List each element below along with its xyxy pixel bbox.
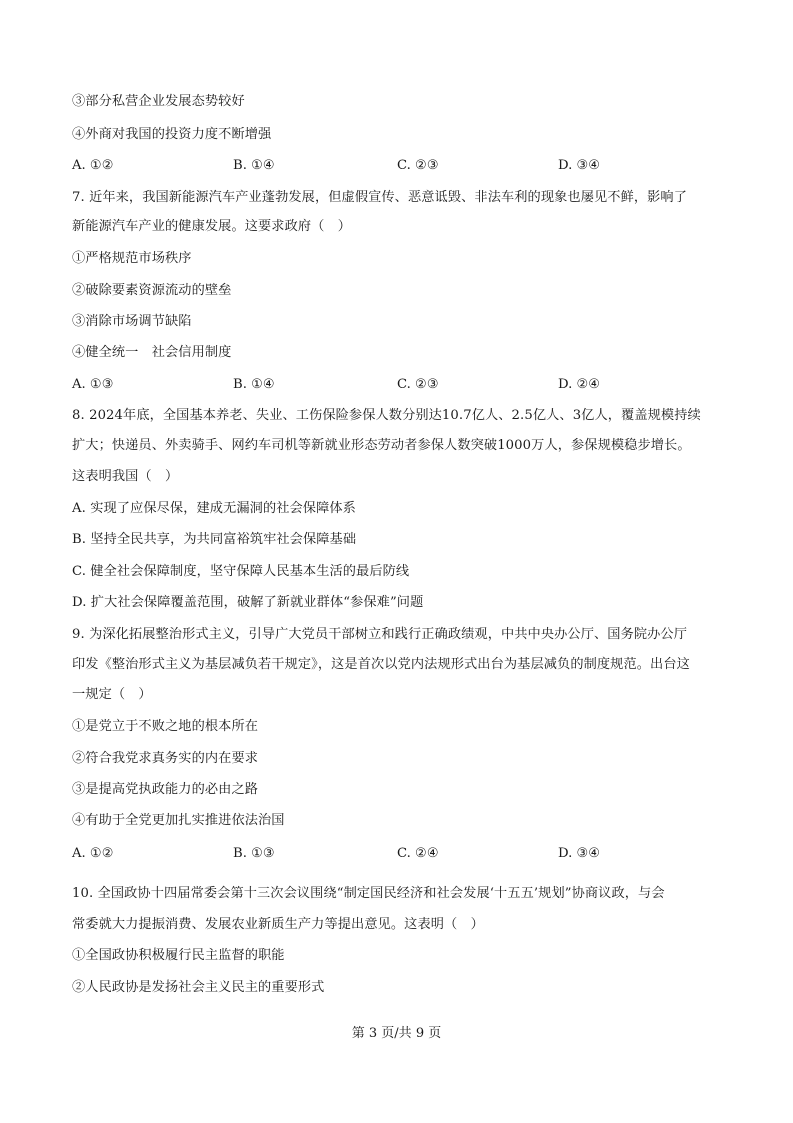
question-10-stem-line-1: 10. 全国政协十四届常委会第十三次会议围绕“制定国民经济和社会发展‘十五五’规划”协商议政，与会 — [72, 886, 665, 901]
answer-option-b: B. 坚持全民共享，为共同富裕筑牢社会保障基础 — [72, 532, 357, 547]
question-7-stem-line-2: 新能源汽车产业的健康发展。这要求政府（ ） — [72, 219, 352, 234]
question-9-stem-line-2: 印发《整治形式主义为基层减负若干规定》，这是首次以党内法规形式出台为基层减负的制度规范。出台这 — [72, 657, 690, 672]
answer-option-d: D. 扩大社会保障覆盖范围，破解了新就业群体“参保难”问题 — [72, 595, 424, 610]
answer-option-c: C. 健全社会保障制度，坚守保障人民基本生活的最后防线 — [72, 564, 410, 579]
question-9-stem-line-3: 一规定（ ） — [72, 687, 152, 702]
question-7-stem-line-1: 7. 近年来，我国新能源汽车产业蓬勃发展，但虚假宣传、恶意诋毁、非法车利的现象也屡见不鲜，影响了 — [72, 190, 688, 205]
question-9-stem-line-1: 9. 为深化拓展整治形式主义，引导广大党员干部树立和践行正确政绩观，中共中央办公厅、国务院办公厅 — [72, 627, 688, 642]
question-8-stem-line-3: 这表明我国（ ） — [72, 469, 179, 484]
choice-item-4: ④健全统一 社会信用制度 — [72, 345, 232, 360]
option-b: B. ①④ — [233, 377, 275, 392]
choice-item-2: ②符合我党求真务实的内在要求 — [72, 751, 259, 766]
option-a: A. ①② — [72, 846, 114, 861]
option-c: C. ②③ — [397, 377, 439, 392]
option-b: B. ①④ — [233, 158, 275, 173]
choice-item-3: ③是提高党执政能力的必由之路 — [72, 782, 259, 797]
choice-item-4: ④外商对我国的投资力度不断增强 — [72, 127, 272, 142]
answer-option-a: A. 实现了应保尽保，建成无漏洞的社会保障体系 — [72, 501, 356, 516]
choice-item-2: ②人民政协是发扬社会主义民主的重要形式 — [72, 980, 325, 995]
option-a: A. ①② — [72, 158, 114, 173]
choice-item-3: ③消除市场调节缺陷 — [72, 314, 192, 329]
choice-item-3: ③部分私营企业发展态势较好 — [72, 94, 245, 109]
answer-options-q7 — [72, 376, 732, 394]
page-number-footer: 第 3 页/共 9 页 — [351, 1026, 442, 1041]
option-b: B. ①③ — [233, 846, 275, 861]
option-c: C. ②③ — [397, 158, 439, 173]
question-8-stem-line-1: 8. 2024年底，全国基本养老、失业、工伤保险参保人数分别达10.7亿人、2.5亿人、3亿人，覆盖规模持续 — [72, 408, 701, 423]
choice-item-1: ①全国政协积极履行民主监督的职能 — [72, 948, 285, 963]
choice-item-1: ①严格规范市场秩序 — [72, 251, 192, 266]
question-8-stem-line-2: 扩大；快递员、外卖骑手、网约车司机等新就业形态劳动者参保人数突破1000万人，参保规模稳步增长。 — [72, 438, 691, 453]
choice-item-4: ④有助于全党更加扎实推进依法治国 — [72, 813, 285, 828]
answer-options-q9 — [72, 845, 732, 863]
option-d: D. ③④ — [558, 158, 601, 173]
question-10-stem-line-2: 常委就大力提振消费、发展农业新质生产力等提出意见。这表明（ ） — [72, 917, 484, 932]
choice-item-2: ②破除要素资源流动的壁垒 — [72, 283, 232, 298]
option-d: D. ③④ — [558, 846, 601, 861]
option-a: A. ①③ — [72, 377, 114, 392]
option-c: C. ②④ — [397, 846, 439, 861]
choice-item-1: ①是党立于不败之地的根本所在 — [72, 719, 259, 734]
option-d: D. ②④ — [558, 377, 601, 392]
answer-options-q6 — [72, 157, 732, 175]
